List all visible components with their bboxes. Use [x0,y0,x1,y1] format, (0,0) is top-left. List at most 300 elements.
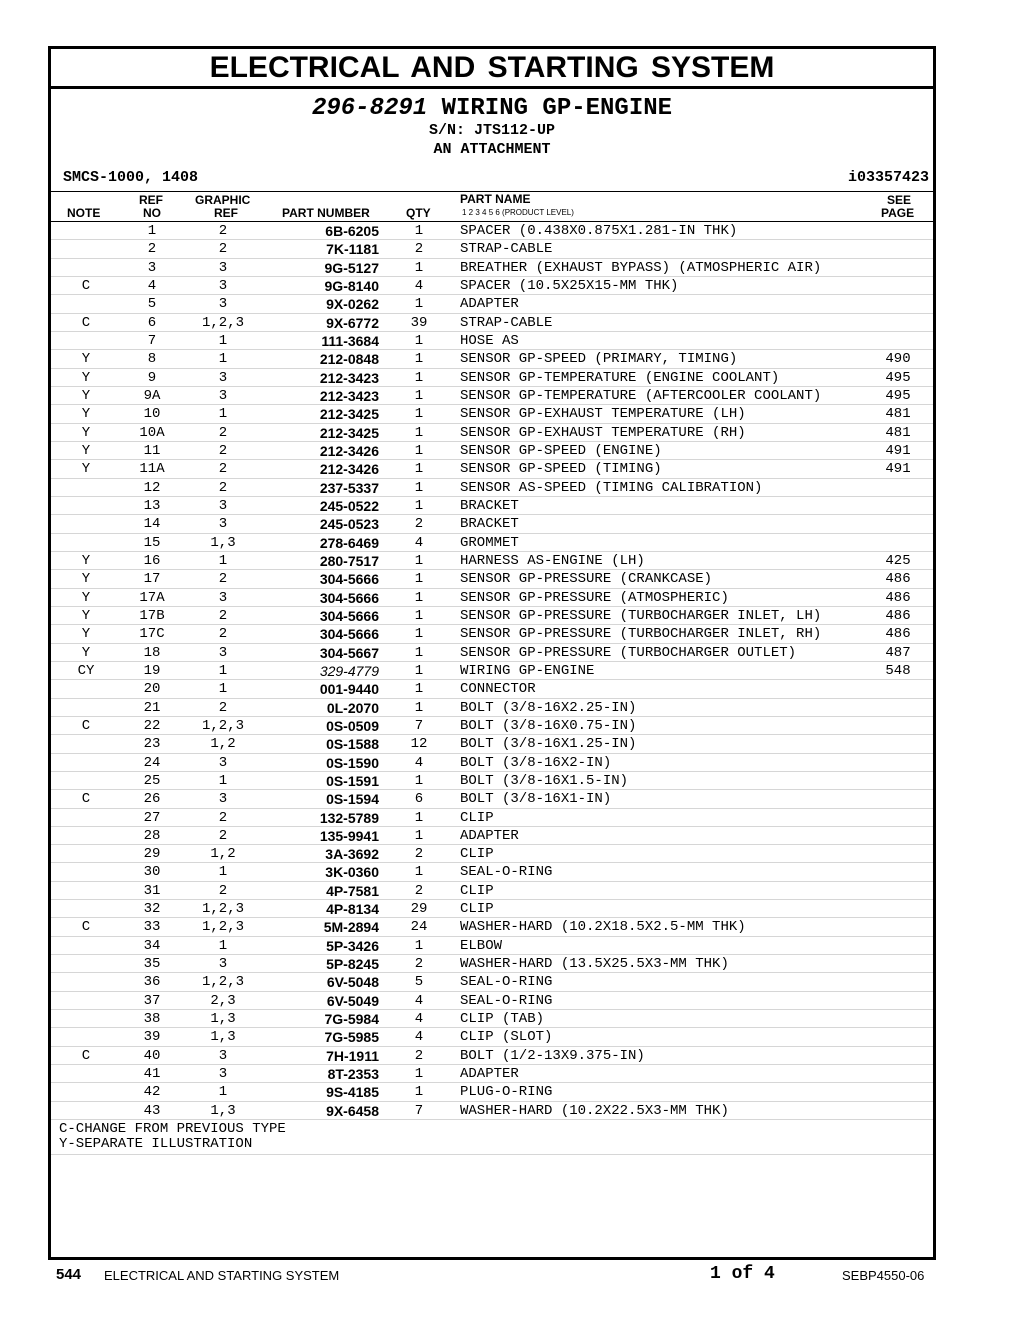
row-ref-no: 15 [143,534,161,551]
row-qty: 2 [414,956,424,973]
row-ref-no: 9A [143,387,161,404]
row-ref-no: 20 [143,681,161,698]
table-row [51,790,933,808]
row-part-name: CLIP [460,809,494,826]
row-part-number: 212-3426 [319,461,379,478]
row-note: Y [81,387,91,404]
table-row [51,918,933,936]
row-part-name: SENSOR GP-PRESSURE (TURBOCHARGER OUTLET) [460,644,797,661]
serial-number: S/N: JTS112-UP [428,122,556,139]
table-row [51,314,933,332]
table-row [51,827,933,845]
row-part-name: WASHER-HARD (13.5X25.5X3-MM THK) [460,956,729,973]
table-row [51,552,933,570]
row-graphic-ref: 3 [218,1047,228,1064]
parts-list [51,222,933,1120]
table-row [51,332,933,350]
row-ref-no: 23 [143,736,161,753]
row-graphic-ref: 3 [218,259,228,276]
table-row [51,845,933,863]
row-note: C [81,791,91,808]
table-row [51,1010,933,1028]
row-graphic-ref: 2 [218,571,228,588]
row-part-name: CLIP [460,882,494,899]
row-part-number: 212-3425 [319,406,379,423]
row-part-number: 5M-2894 [323,919,379,936]
row-part-name: STRAP-CABLE [460,241,553,258]
table-row [51,295,933,313]
row-ref-no: 29 [143,846,161,863]
row-note: C [81,277,91,294]
table-row [51,387,933,405]
table-row [51,479,933,497]
table-row [51,717,933,735]
row-ref-no: 10 [143,406,161,423]
row-graphic-ref: 1 [218,351,228,368]
row-ref-no: 31 [143,882,161,899]
row-qty: 1 [414,662,424,679]
col-gref-top: GRAPHIC [195,193,251,207]
row-ref-no: 17B [139,607,165,624]
row-note: Y [81,351,91,368]
row-qty: 1 [414,259,424,276]
row-graphic-ref: 3 [218,754,228,771]
row-qty: 1 [414,681,424,698]
col-part-name: PART NAME [460,192,531,206]
row-ref-no: 27 [143,809,161,826]
table-row [51,882,933,900]
table-row [51,589,933,607]
row-ref-no: 2 [147,241,157,258]
table-row [51,772,933,790]
row-ref-no: 12 [143,479,161,496]
table-row [51,570,933,588]
col-part-number: PART NUMBER [282,206,370,220]
row-ref-no: 36 [143,974,161,991]
row-graphic-ref: 1 [218,332,228,349]
row-ref-no: 6 [147,314,157,331]
smcs-code: SMCS-1000, 1408 [63,169,199,186]
row-part-number: 0S-1594 [326,791,379,808]
row-note: Y [81,607,91,624]
table-row [51,277,933,295]
row-part-number: 6B-6205 [325,223,379,239]
col-gref-bottom: REF [214,206,238,220]
row-part-number: 9G-5127 [324,259,379,276]
col-see-top: SEE [887,193,912,207]
row-see-page: 486 [885,607,911,624]
row-note: Y [81,571,91,588]
row-part-name: BOLT (3/8-16X1.5-IN) [460,772,629,789]
row-ref-no: 26 [143,791,161,808]
row-qty: 7 [414,717,424,734]
row-see-page: 486 [885,571,911,588]
row-part-number: 7G-5984 [324,1011,379,1028]
row-ref-no: 11 [143,442,161,459]
row-part-name: WIRING GP-ENGINE [460,662,595,679]
row-part-name: SENSOR GP-SPEED (TIMING) [460,461,662,478]
row-graphic-ref: 2 [218,626,228,643]
table-row [51,900,933,918]
table-row [51,405,933,423]
row-part-number: 304-5666 [319,607,379,624]
row-graphic-ref: 3 [218,956,228,973]
row-part-number: 278-6469 [319,534,379,551]
row-qty: 1 [414,571,424,588]
footer-page-number: 544 [56,1266,82,1283]
row-graphic-ref: 2 [218,827,228,844]
row-part-name: STRAP-CABLE [460,314,553,331]
row-part-number: 9X-6458 [326,1102,379,1119]
row-part-number: 212-0848 [319,351,379,368]
row-part-name: CLIP (TAB) [460,1011,545,1028]
row-graphic-ref: 2 [218,479,228,496]
row-part-name: ADAPTER [460,827,519,844]
row-qty: 1 [414,864,424,881]
row-qty: 2 [414,241,424,258]
col-see-bottom: PAGE [881,206,915,220]
row-note: C [81,919,91,936]
row-note: C [81,1047,91,1064]
row-qty: 1 [414,351,424,368]
table-row [51,350,933,368]
row-part-number: 304-5666 [319,589,379,606]
table-row [51,699,933,717]
row-part-number: 8T-2353 [327,1066,379,1083]
row-note: Y [81,552,91,569]
row-qty: 1 [414,406,424,423]
row-part-number: 3A-3692 [325,846,379,863]
table-row [51,863,933,881]
note-change: C-CHANGE FROM PREVIOUS TYPE [59,1121,286,1138]
row-ref-no: 24 [143,754,161,771]
row-part-number: 5P-3426 [326,937,379,954]
row-qty: 2 [414,1047,424,1064]
row-ref-no: 33 [143,919,161,936]
row-part-name: HOSE AS [460,332,519,349]
row-part-name: SENSOR GP-TEMPERATURE (ENGINE COOLANT) [460,369,780,386]
table-row [51,222,933,240]
row-ref-no: 5 [147,296,157,313]
row-ref-no: 34 [143,937,161,954]
row-graphic-ref: 3 [218,516,228,533]
row-ref-no: 7 [147,332,157,349]
row-part-number: 3K-0360 [325,864,379,881]
row-see-page: 491 [885,461,911,478]
row-see-page: 490 [885,351,911,368]
table-row [51,442,933,460]
row-part-number: 4P-8134 [326,901,379,918]
row-qty: 1 [414,589,424,606]
row-graphic-ref: 1,2,3 [201,974,244,991]
table-row [51,1065,933,1083]
table-row [51,424,933,442]
section-title: ELECTRICAL AND STARTING SYSTEM [51,49,933,89]
row-part-name: CLIP (SLOT) [460,1029,553,1046]
row-ref-no: 28 [143,827,161,844]
row-ref-no: 17A [139,589,165,606]
table-row [51,1047,933,1065]
col-ref-bottom: NO [143,206,161,220]
row-graphic-ref: 1,2 [210,846,236,863]
row-qty: 1 [414,607,424,624]
row-graphic-ref: 1,2,3 [201,919,244,936]
row-qty: 1 [414,223,424,239]
table-row [51,259,933,277]
row-graphic-ref: 1 [218,406,228,423]
row-graphic-ref: 3 [218,644,228,661]
row-qty: 1 [414,369,424,386]
row-qty: 1 [414,626,424,643]
row-qty: 1 [414,644,424,661]
row-see-page: 548 [885,662,911,679]
row-part-name: CLIP [460,846,494,863]
row-qty: 1 [414,461,424,478]
row-ref-no: 43 [143,1102,161,1119]
row-qty: 1 [414,424,424,441]
row-ref-no: 21 [143,699,161,716]
row-part-number: 7H-1911 [326,1047,379,1064]
row-part-name: BRACKET [460,516,519,533]
row-part-number: 245-0523 [319,516,379,533]
row-ref-no: 11A [139,461,165,478]
row-note: Y [81,442,91,459]
table-row [51,809,933,827]
row-qty: 24 [410,919,428,936]
row-part-number: 0L-2070 [326,699,379,716]
row-graphic-ref: 1,3 [210,534,236,551]
row-qty: 1 [414,772,424,789]
row-part-number: 212-3423 [319,369,379,386]
row-graphic-ref: 1 [218,681,228,698]
row-part-name: BOLT (3/8-16X1-IN) [460,791,612,808]
row-part-name: ADAPTER [460,296,519,313]
row-graphic-ref: 3 [218,791,228,808]
row-part-name: BOLT (3/8-16X2-IN) [460,754,612,771]
row-part-number: 237-5337 [319,479,379,496]
row-ref-no: 22 [143,717,161,734]
row-graphic-ref: 1,2 [210,736,236,753]
table-row [51,937,933,955]
table-row [51,240,933,258]
col-ref-top: REF [139,193,163,207]
row-graphic-ref: 2 [218,461,228,478]
col-product-level: 1 2 3 4 5 6 (PRODUCT LEVEL) [462,208,574,217]
row-part-number: 0S-1590 [326,754,379,771]
row-note: Y [81,369,91,386]
table-row [51,662,933,680]
table-row [51,680,933,698]
row-part-name: BOLT (3/8-16X0.75-IN) [460,717,637,734]
row-part-name: SENSOR GP-SPEED (ENGINE) [460,442,662,459]
row-qty: 2 [414,846,424,863]
parts-page-frame [48,46,936,1260]
row-qty: 1 [414,552,424,569]
row-part-number: 212-3425 [319,424,379,441]
row-graphic-ref: 1,2,3 [201,717,244,734]
row-part-number: 6V-5049 [326,992,379,1009]
row-ref-no: 41 [143,1066,161,1083]
row-ref-no: 9 [147,369,157,386]
row-part-name: SEAL-O-RING [460,864,553,881]
row-part-number: 329-4779 [319,662,379,679]
row-part-number: 9S-4185 [326,1084,379,1101]
row-part-number: 6V-5048 [326,974,379,991]
column-header [51,192,933,222]
row-part-name: PLUG-O-RING [460,1084,553,1101]
table-row [51,644,933,662]
row-part-number: 0S-0509 [326,717,379,734]
row-part-name: HARNESS AS-ENGINE (LH) [460,552,645,569]
row-ref-no: 25 [143,772,161,789]
row-graphic-ref: 1,2,3 [201,901,244,918]
row-see-page: 491 [885,442,911,459]
row-part-number: 304-5666 [319,626,379,643]
row-graphic-ref: 1 [218,1084,228,1101]
row-graphic-ref: 3 [218,369,228,386]
row-ref-no: 4 [147,277,157,294]
row-ref-no: 32 [143,901,161,918]
footer-doc-id: SEBP4550-06 [842,1268,925,1283]
row-part-number: 304-5667 [319,644,379,661]
row-qty: 1 [414,1066,424,1083]
row-part-name: SENSOR GP-EXHAUST TEMPERATURE (LH) [460,406,746,423]
row-qty: 1 [414,699,424,716]
table-row [51,534,933,552]
row-qty: 1 [414,296,424,313]
row-graphic-ref: 1 [218,772,228,789]
table-row [51,515,933,533]
row-ref-no: 39 [143,1029,161,1046]
row-note: Y [81,406,91,423]
footer-sheet: 1 of 4 [710,1264,775,1284]
row-part-name: BREATHER (EXHAUST BYPASS) (ATMOSPHERIC AIR) [460,259,822,276]
row-part-number: 212-3423 [319,387,379,404]
row-qty: 4 [414,992,424,1009]
row-ref-no: 3 [147,259,157,276]
row-graphic-ref: 2 [218,223,228,239]
row-graphic-ref: 2 [218,699,228,716]
row-graphic-ref: 1,3 [210,1029,236,1046]
row-part-name: BRACKET [460,497,519,514]
row-part-number: 001-9440 [319,681,379,698]
row-note: Y [81,461,91,478]
row-see-page: 425 [885,552,911,569]
row-qty: 1 [414,937,424,954]
row-graphic-ref: 2 [218,241,228,258]
row-part-number: 7G-5985 [324,1029,379,1046]
row-see-page: 495 [885,369,911,386]
row-part-name: SENSOR GP-TEMPERATURE (AFTERCOOLER COOLANT) [460,387,822,404]
row-note: C [81,717,91,734]
table-row [51,607,933,625]
row-qty: 1 [414,387,424,404]
row-part-name: ELBOW [460,937,503,954]
row-part-number: 9G-8140 [324,277,379,294]
row-note: Y [81,589,91,606]
row-ref-no: 19 [143,662,161,679]
row-qty: 5 [414,974,424,991]
row-part-name: SEAL-O-RING [460,992,553,1009]
row-qty: 1 [414,1084,424,1101]
row-graphic-ref: 2 [218,424,228,441]
row-note: Y [81,644,91,661]
table-row [51,992,933,1010]
smcs-row [51,167,933,192]
row-qty: 1 [414,442,424,459]
row-see-page: 487 [885,644,911,661]
row-qty: 4 [414,1011,424,1028]
row-see-page: 486 [885,626,911,643]
row-qty: 7 [414,1102,424,1119]
row-qty: 2 [414,882,424,899]
row-part-number: 132-5789 [319,809,379,826]
row-see-page: 495 [885,387,911,404]
row-part-number: 212-3426 [319,442,379,459]
row-graphic-ref: 3 [218,497,228,514]
row-see-page: 481 [885,406,911,423]
notes-legend [51,1120,933,1155]
group-type: AN ATTACHMENT [433,141,551,158]
row-graphic-ref: 2 [218,442,228,459]
group-name: WIRING GP-ENGINE [441,95,673,122]
row-part-number: 280-7517 [319,552,379,569]
row-graphic-ref: 3 [218,1066,228,1083]
row-part-number: 9X-6772 [326,314,379,331]
col-qty: QTY [406,206,431,220]
row-part-name: SENSOR GP-PRESSURE (TURBOCHARGER INLET, RH) [460,626,822,643]
row-part-name: SENSOR GP-PRESSURE (TURBOCHARGER INLET, LH) [460,607,822,624]
row-graphic-ref: 3 [218,277,228,294]
row-part-number: 7K-1181 [326,241,379,258]
row-qty: 1 [414,809,424,826]
row-part-name: WASHER-HARD (10.2X22.5X3-MM THK) [460,1102,729,1119]
row-part-name: BOLT (3/8-16X2.25-IN) [460,699,637,716]
row-part-name: BOLT (1/2-13X9.375-IN) [460,1047,645,1064]
row-ref-no: 40 [143,1047,161,1064]
note-separate: Y-SEPARATE ILLUSTRATION [59,1136,253,1153]
row-qty: 4 [414,754,424,771]
row-part-name: SPACER (0.438X0.875X1.281-IN THK) [460,223,738,239]
row-part-number: 135-9941 [319,827,379,844]
row-ref-no: 42 [143,1084,161,1101]
table-row [51,955,933,973]
group-title [51,97,933,121]
row-graphic-ref: 3 [218,296,228,313]
footer-section: ELECTRICAL AND STARTING SYSTEM [104,1268,340,1283]
row-part-name: SENSOR AS-SPEED (TIMING CALIBRATION) [460,479,763,496]
row-ref-no: 35 [143,956,161,973]
row-part-number: 5P-8245 [326,956,379,973]
table-row [51,754,933,772]
row-note: Y [81,626,91,643]
row-note: Y [81,424,91,441]
row-graphic-ref: 1 [218,864,228,881]
group-header [51,97,933,159]
row-qty: 2 [414,516,424,533]
row-qty: 39 [410,314,428,331]
row-qty: 4 [414,534,424,551]
row-graphic-ref: 2 [218,882,228,899]
row-part-name: SENSOR GP-SPEED (PRIMARY, TIMING) [460,351,738,368]
row-part-name: CLIP [460,901,494,918]
row-qty: 12 [410,736,428,753]
row-graphic-ref: 2,3 [210,992,236,1009]
table-row [51,625,933,643]
table-row [51,1083,933,1101]
row-qty: 4 [414,1029,424,1046]
table-row [51,1102,933,1120]
